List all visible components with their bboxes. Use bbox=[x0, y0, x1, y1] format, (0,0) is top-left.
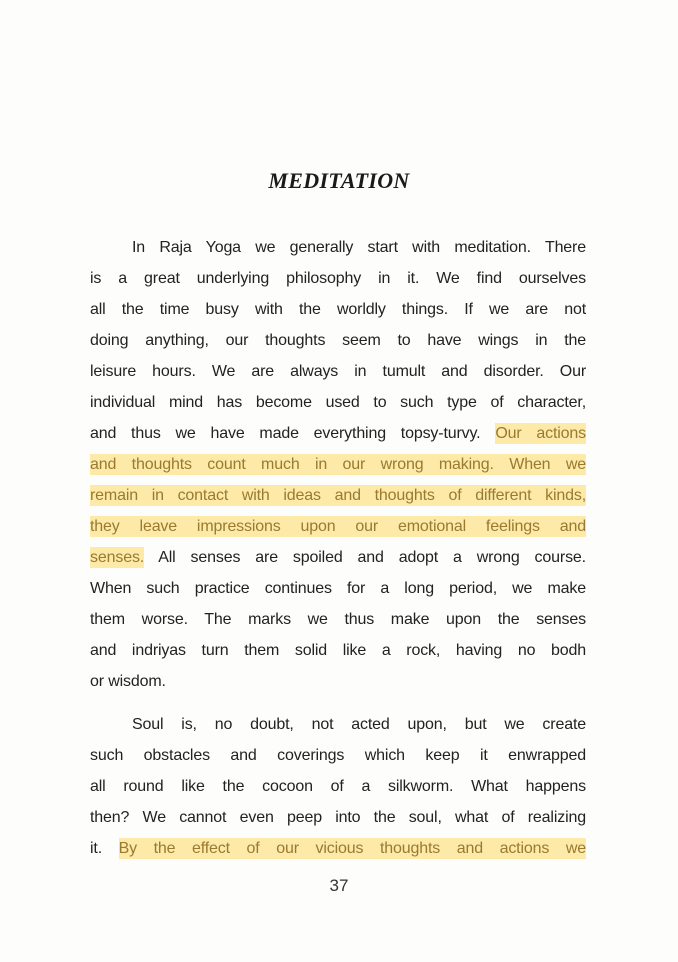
paragraph-1 bbox=[90, 232, 586, 697]
text-segment: it. bbox=[90, 840, 102, 857]
text-line: Soul is, no doubt, not acted upon, but we create bbox=[132, 716, 586, 733]
text-line: all the time busy with the worldly things. If we are not bbox=[90, 301, 586, 318]
text-line: and indriyas turn them solid like a rock, having no bodh bbox=[90, 642, 586, 659]
text-line: When such practice continues for a long period, we make bbox=[90, 580, 586, 597]
highlighted-text: senses. bbox=[90, 549, 145, 566]
text-line: doing anything, our thoughts seem to have wings in the bbox=[90, 332, 586, 349]
highlighted-text: remain in contact with ideas and thoughts of different kinds, bbox=[90, 487, 586, 504]
text-line bbox=[90, 511, 586, 542]
page-title: MEDITATION bbox=[268, 168, 410, 193]
text-segment: and thus we have made everything topsy-turvy. bbox=[90, 425, 481, 442]
text-line: is a great underlying philosophy in it. We find ourselves bbox=[90, 270, 586, 287]
page-number: 37 bbox=[329, 876, 349, 895]
text-line: leisure hours. We are always in tumult and disorder. Our bbox=[90, 363, 586, 380]
text-segment: All senses are spoiled and adopt a wrong course. bbox=[158, 549, 586, 566]
text-line bbox=[90, 480, 586, 511]
text-line: all round like the cocoon of a silkworm. What happens bbox=[90, 778, 586, 795]
text-line: or wisdom. bbox=[90, 673, 166, 690]
text-line bbox=[90, 542, 586, 573]
highlighted-text: they leave impressions upon our emotional feelings and bbox=[90, 518, 586, 535]
paragraph-gap bbox=[90, 697, 586, 709]
highlighted-text: and thoughts count much in our wrong making. When we bbox=[90, 456, 586, 473]
text-line: them worse. The marks we thus make upon the senses bbox=[90, 611, 586, 628]
highlighted-text: By the effect of our vicious thoughts and actions we bbox=[118, 840, 586, 857]
highlighted-text: Our actions bbox=[495, 425, 586, 442]
page-body bbox=[90, 232, 586, 864]
text-line bbox=[90, 833, 586, 864]
text-line: In Raja Yoga we generally start with meditation. There bbox=[132, 239, 586, 256]
text-line: then? We cannot even peep into the soul, what of realizing bbox=[90, 809, 586, 826]
paragraph-2 bbox=[90, 709, 586, 864]
text-line: such obstacles and coverings which keep it enwrapped bbox=[90, 747, 586, 764]
text-line bbox=[90, 418, 586, 449]
text-line bbox=[90, 449, 586, 480]
text-line: individual mind has become used to such type of character, bbox=[90, 394, 586, 411]
